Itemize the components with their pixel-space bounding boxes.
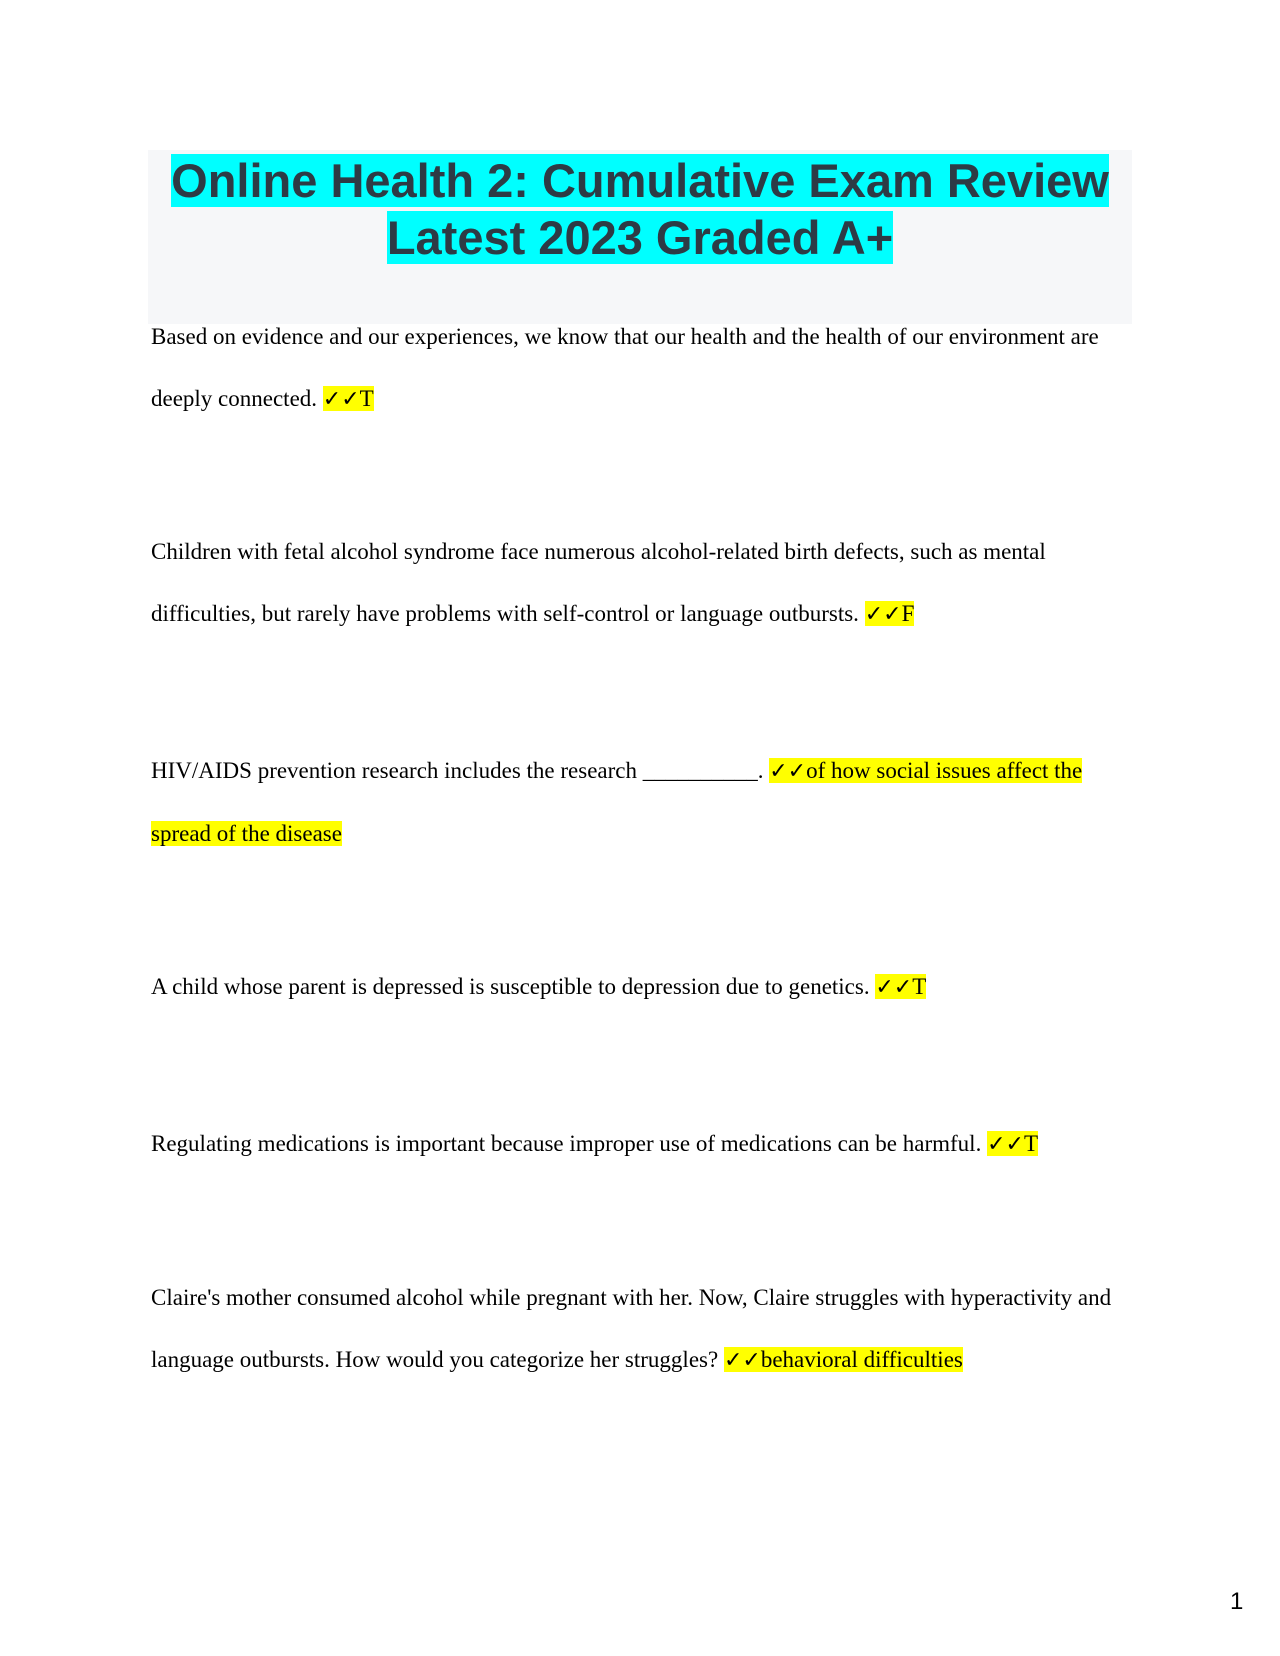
double-check-icon: ✓✓ [769, 759, 807, 784]
question-item-4 [151, 956, 1136, 1019]
page-number: 1 [1230, 1588, 1244, 1615]
question-text: Children with fetal alcohol syndrome face numerous alcohol-related birth defects, such as mental difficulties, but rarely have problems with self-control or language outbursts. [151, 539, 1046, 626]
answer-highlight [987, 1131, 1038, 1156]
question-item-1 [151, 306, 1136, 431]
double-check-icon: ✓✓ [875, 975, 913, 1000]
question-text: Claire's mother consumed alcohol while pregnant with her. Now, Claire struggles with hyperactivity and language outbursts. How would you categorize her struggles? [151, 1285, 1112, 1372]
double-check-icon: ✓✓ [322, 387, 360, 412]
answer-text: of how social issues affect the spread of the disease [151, 758, 1083, 846]
answer-text: F [901, 601, 915, 626]
answer-text: T [1023, 1131, 1039, 1156]
document-title-block [148, 150, 1132, 324]
double-check-icon: ✓✓ [987, 1132, 1024, 1157]
question-text: A child whose parent is depressed is susceptible to depression due to genetics. [151, 974, 870, 999]
answer-highlight [865, 601, 915, 626]
document-title: Online Health 2: Cumulative Exam Review Latest 2023 Graded A+ [171, 154, 1109, 264]
question-text: HIV/AIDS prevention research includes the research __________. [151, 758, 764, 783]
answer-highlight [323, 386, 374, 411]
answer-text: T [912, 974, 927, 999]
answer-text: behavioral difficulties [760, 1347, 963, 1372]
double-check-icon: ✓✓ [723, 1348, 761, 1373]
answer-text: T [359, 386, 374, 411]
double-check-icon: ✓✓ [864, 602, 902, 627]
question-item-2 [151, 521, 1136, 646]
answer-highlight [724, 1347, 963, 1372]
question-item-6 [151, 1267, 1136, 1392]
question-text: Regulating medications is important because improper use of medications can be harmful. [151, 1131, 982, 1156]
question-text: Based on evidence and our experiences, we know that our health and the health of our environment are deeply connected. [151, 324, 1099, 411]
question-item-5 [151, 1113, 1136, 1176]
answer-highlight [875, 974, 926, 999]
question-item-3 [151, 740, 1136, 865]
